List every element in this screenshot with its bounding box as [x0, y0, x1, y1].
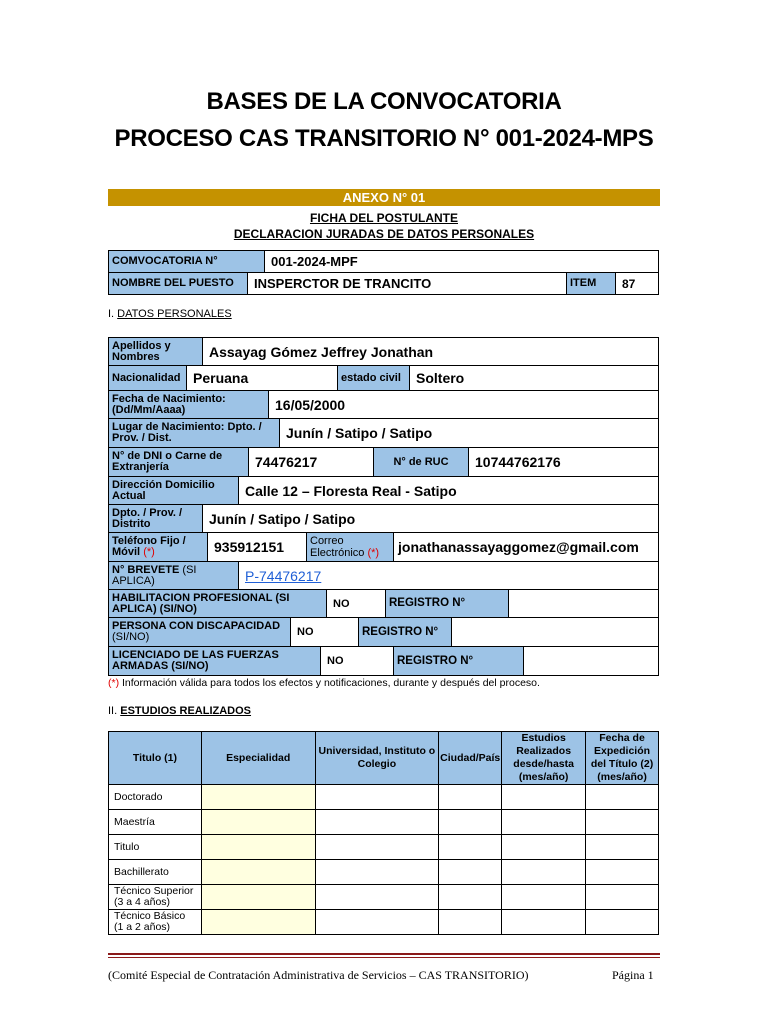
table-cell[interactable]	[586, 810, 659, 835]
licenciado-label: LICENCIADO DE LAS FUERZAS ARMADAS (SI/NO)	[108, 646, 321, 676]
footer-divider-thin	[108, 957, 660, 958]
table-cell[interactable]	[502, 860, 586, 885]
table-cell[interactable]	[315, 860, 439, 885]
table-cell[interactable]	[586, 785, 659, 810]
brevete-value[interactable]	[238, 561, 659, 590]
table-cell[interactable]	[439, 835, 502, 860]
col-header-estudios-realizados: Estudios Realizados desde/hasta (mes/año)	[502, 732, 586, 785]
table-cell[interactable]	[315, 785, 439, 810]
table-cell[interactable]	[315, 810, 439, 835]
ruc-label: N° de RUC	[373, 447, 469, 477]
document-title-line2: PROCESO CAS TRANSITORIO N° 001-2024-MPS	[114, 125, 654, 152]
col-header-titulo: Titulo (1)	[109, 732, 202, 785]
apellidos-value[interactable]: Assayag Gómez Jeffrey Jonathan	[202, 337, 659, 366]
page-number: Página 1	[612, 968, 654, 982]
col-header-especialidad: Especialidad	[201, 732, 315, 785]
licenciado-registro-label: REGISTRO N°	[393, 646, 524, 676]
table-row	[109, 835, 659, 860]
discapacidad-label: PERSONA CON DISCAPACIDAD (SI/NO)	[108, 617, 291, 647]
correo-value[interactable]: jonathanassayaggomez@gmail.com	[393, 532, 659, 562]
table-row	[109, 885, 659, 910]
habilitacion-registro-label: REGISTRO N°	[385, 589, 509, 618]
table-cell[interactable]	[201, 785, 315, 810]
table-cell[interactable]	[502, 885, 586, 910]
convocatoria-value[interactable]: 001-2024-MPF	[264, 250, 659, 273]
direccion-value[interactable]: Calle 12 – Floresta Real - Satipo	[238, 476, 659, 505]
table-row	[109, 785, 659, 810]
telefono-label: Teléfono Fijo / Móvil (*)	[108, 532, 208, 562]
estudios-table	[108, 731, 659, 935]
dni-value[interactable]: 74476217	[248, 447, 374, 477]
dpto-value[interactable]: Junín / Satipo / Satipo	[202, 504, 659, 533]
table-row	[109, 810, 659, 835]
estado-civil-label: estado civil	[337, 365, 410, 391]
table-cell[interactable]	[502, 835, 586, 860]
annex-banner: ANEXO N° 01	[108, 189, 660, 206]
habilitacion-value[interactable]: NO	[326, 589, 386, 618]
info-note: (*) Información válida para todos los efectos y notificaciones, durante y después del proceso.	[108, 677, 540, 689]
discapacidad-registro-value[interactable]	[451, 617, 659, 647]
correo-label: Correo Electrónico (*)	[306, 532, 394, 562]
item-label: ITEM	[566, 272, 616, 295]
dni-label: N° de DNI o Carne de Extranjería	[108, 447, 249, 477]
table-row	[109, 860, 659, 885]
table-cell[interactable]	[201, 885, 315, 910]
table-cell[interactable]	[586, 835, 659, 860]
convocatoria-label: COMVOCATORIA N°	[108, 250, 265, 273]
fecha-nacimiento-label: Fecha de Nacimiento: (Dd/Mm/Aaaa)	[108, 390, 269, 419]
footer-text: (Comité Especial de Contratación Administrativa de Servicios – CAS TRANSITORIO)	[108, 968, 529, 982]
table-cell[interactable]	[201, 835, 315, 860]
table-cell[interactable]	[439, 860, 502, 885]
table-row	[109, 910, 659, 935]
habilitacion-label: HABILITACION PROFESIONAL (SI APLICA) (SI/NO)	[108, 589, 327, 618]
table-cell[interactable]	[201, 810, 315, 835]
footer-divider	[108, 953, 660, 955]
table-cell[interactable]	[439, 785, 502, 810]
direccion-label: Dirección Domicilio Actual	[108, 476, 239, 505]
document-title-line1: BASES DE LA CONVOCATORIA	[206, 88, 562, 115]
nacionalidad-label: Nacionalidad	[108, 365, 187, 391]
table-cell[interactable]	[586, 860, 659, 885]
licenciado-value[interactable]: NO	[320, 646, 394, 676]
table-cell[interactable]	[315, 885, 439, 910]
telefono-value[interactable]: 935912151	[207, 532, 307, 562]
table-cell[interactable]	[439, 910, 502, 935]
row-label: Técnico Superior (3 a 4 años)	[109, 885, 202, 910]
nacionalidad-value[interactable]: Peruana	[186, 365, 338, 391]
table-cell[interactable]	[502, 810, 586, 835]
form-subtitle-declaration: DECLARACION JURADAS DE DATOS PERSONALES	[233, 227, 535, 241]
table-cell[interactable]	[439, 885, 502, 910]
table-cell[interactable]	[315, 910, 439, 935]
col-header-fecha-expedicion: Fecha de Expedición del Título (2) (mes/año)	[586, 732, 659, 785]
estado-civil-value[interactable]: Soltero	[409, 365, 659, 391]
table-cell[interactable]	[201, 910, 315, 935]
table-cell[interactable]	[586, 910, 659, 935]
lugar-nacimiento-label: Lugar de Nacimiento: Dpto. / Prov. / Dist.	[108, 418, 280, 448]
discapacidad-registro-label: REGISTRO N°	[358, 617, 452, 647]
table-cell[interactable]	[439, 810, 502, 835]
table-cell[interactable]	[201, 860, 315, 885]
puesto-value[interactable]: INSPERCTOR DE TRANCITO	[247, 272, 567, 295]
table-cell[interactable]	[586, 885, 659, 910]
puesto-label: NOMBRE DEL PUESTO	[108, 272, 248, 295]
fecha-nacimiento-value[interactable]: 16/05/2000	[268, 390, 659, 419]
row-label: Bachillerato	[109, 860, 202, 885]
brevete-label: N° BREVETE (SI APLICA)	[108, 561, 239, 590]
col-header-universidad: Universidad, Instituto o Colegio	[315, 732, 439, 785]
dpto-label: Dpto. / Prov. / Distrito	[108, 504, 203, 533]
table-cell[interactable]	[502, 910, 586, 935]
form-subtitle: FICHA DEL POSTULANTE	[309, 211, 458, 225]
licenciado-registro-value[interactable]	[523, 646, 659, 676]
table-cell[interactable]	[502, 785, 586, 810]
lugar-nacimiento-value[interactable]: Junín / Satipo / Satipo	[279, 418, 659, 448]
section-datos-personales-heading: I. DATOS PERSONALES	[108, 308, 232, 320]
ruc-value[interactable]: 10744762176	[468, 447, 659, 477]
row-label: Maestría	[109, 810, 202, 835]
item-value[interactable]: 87	[615, 272, 659, 295]
table-cell[interactable]	[315, 835, 439, 860]
section-estudios-heading: II. ESTUDIOS REALIZADOS	[108, 705, 252, 717]
col-header-ciudad: Ciudad/País	[439, 732, 502, 785]
row-label: Doctorado	[109, 785, 202, 810]
habilitacion-registro-value[interactable]	[508, 589, 659, 618]
apellidos-label: Apellidos y Nombres	[108, 337, 203, 366]
row-label: Titulo	[109, 835, 202, 860]
discapacidad-value[interactable]: NO	[290, 617, 359, 647]
row-label: Técnico Básico (1 a 2 años)	[109, 910, 202, 935]
brevete-link[interactable]: P-74476217	[245, 567, 322, 584]
